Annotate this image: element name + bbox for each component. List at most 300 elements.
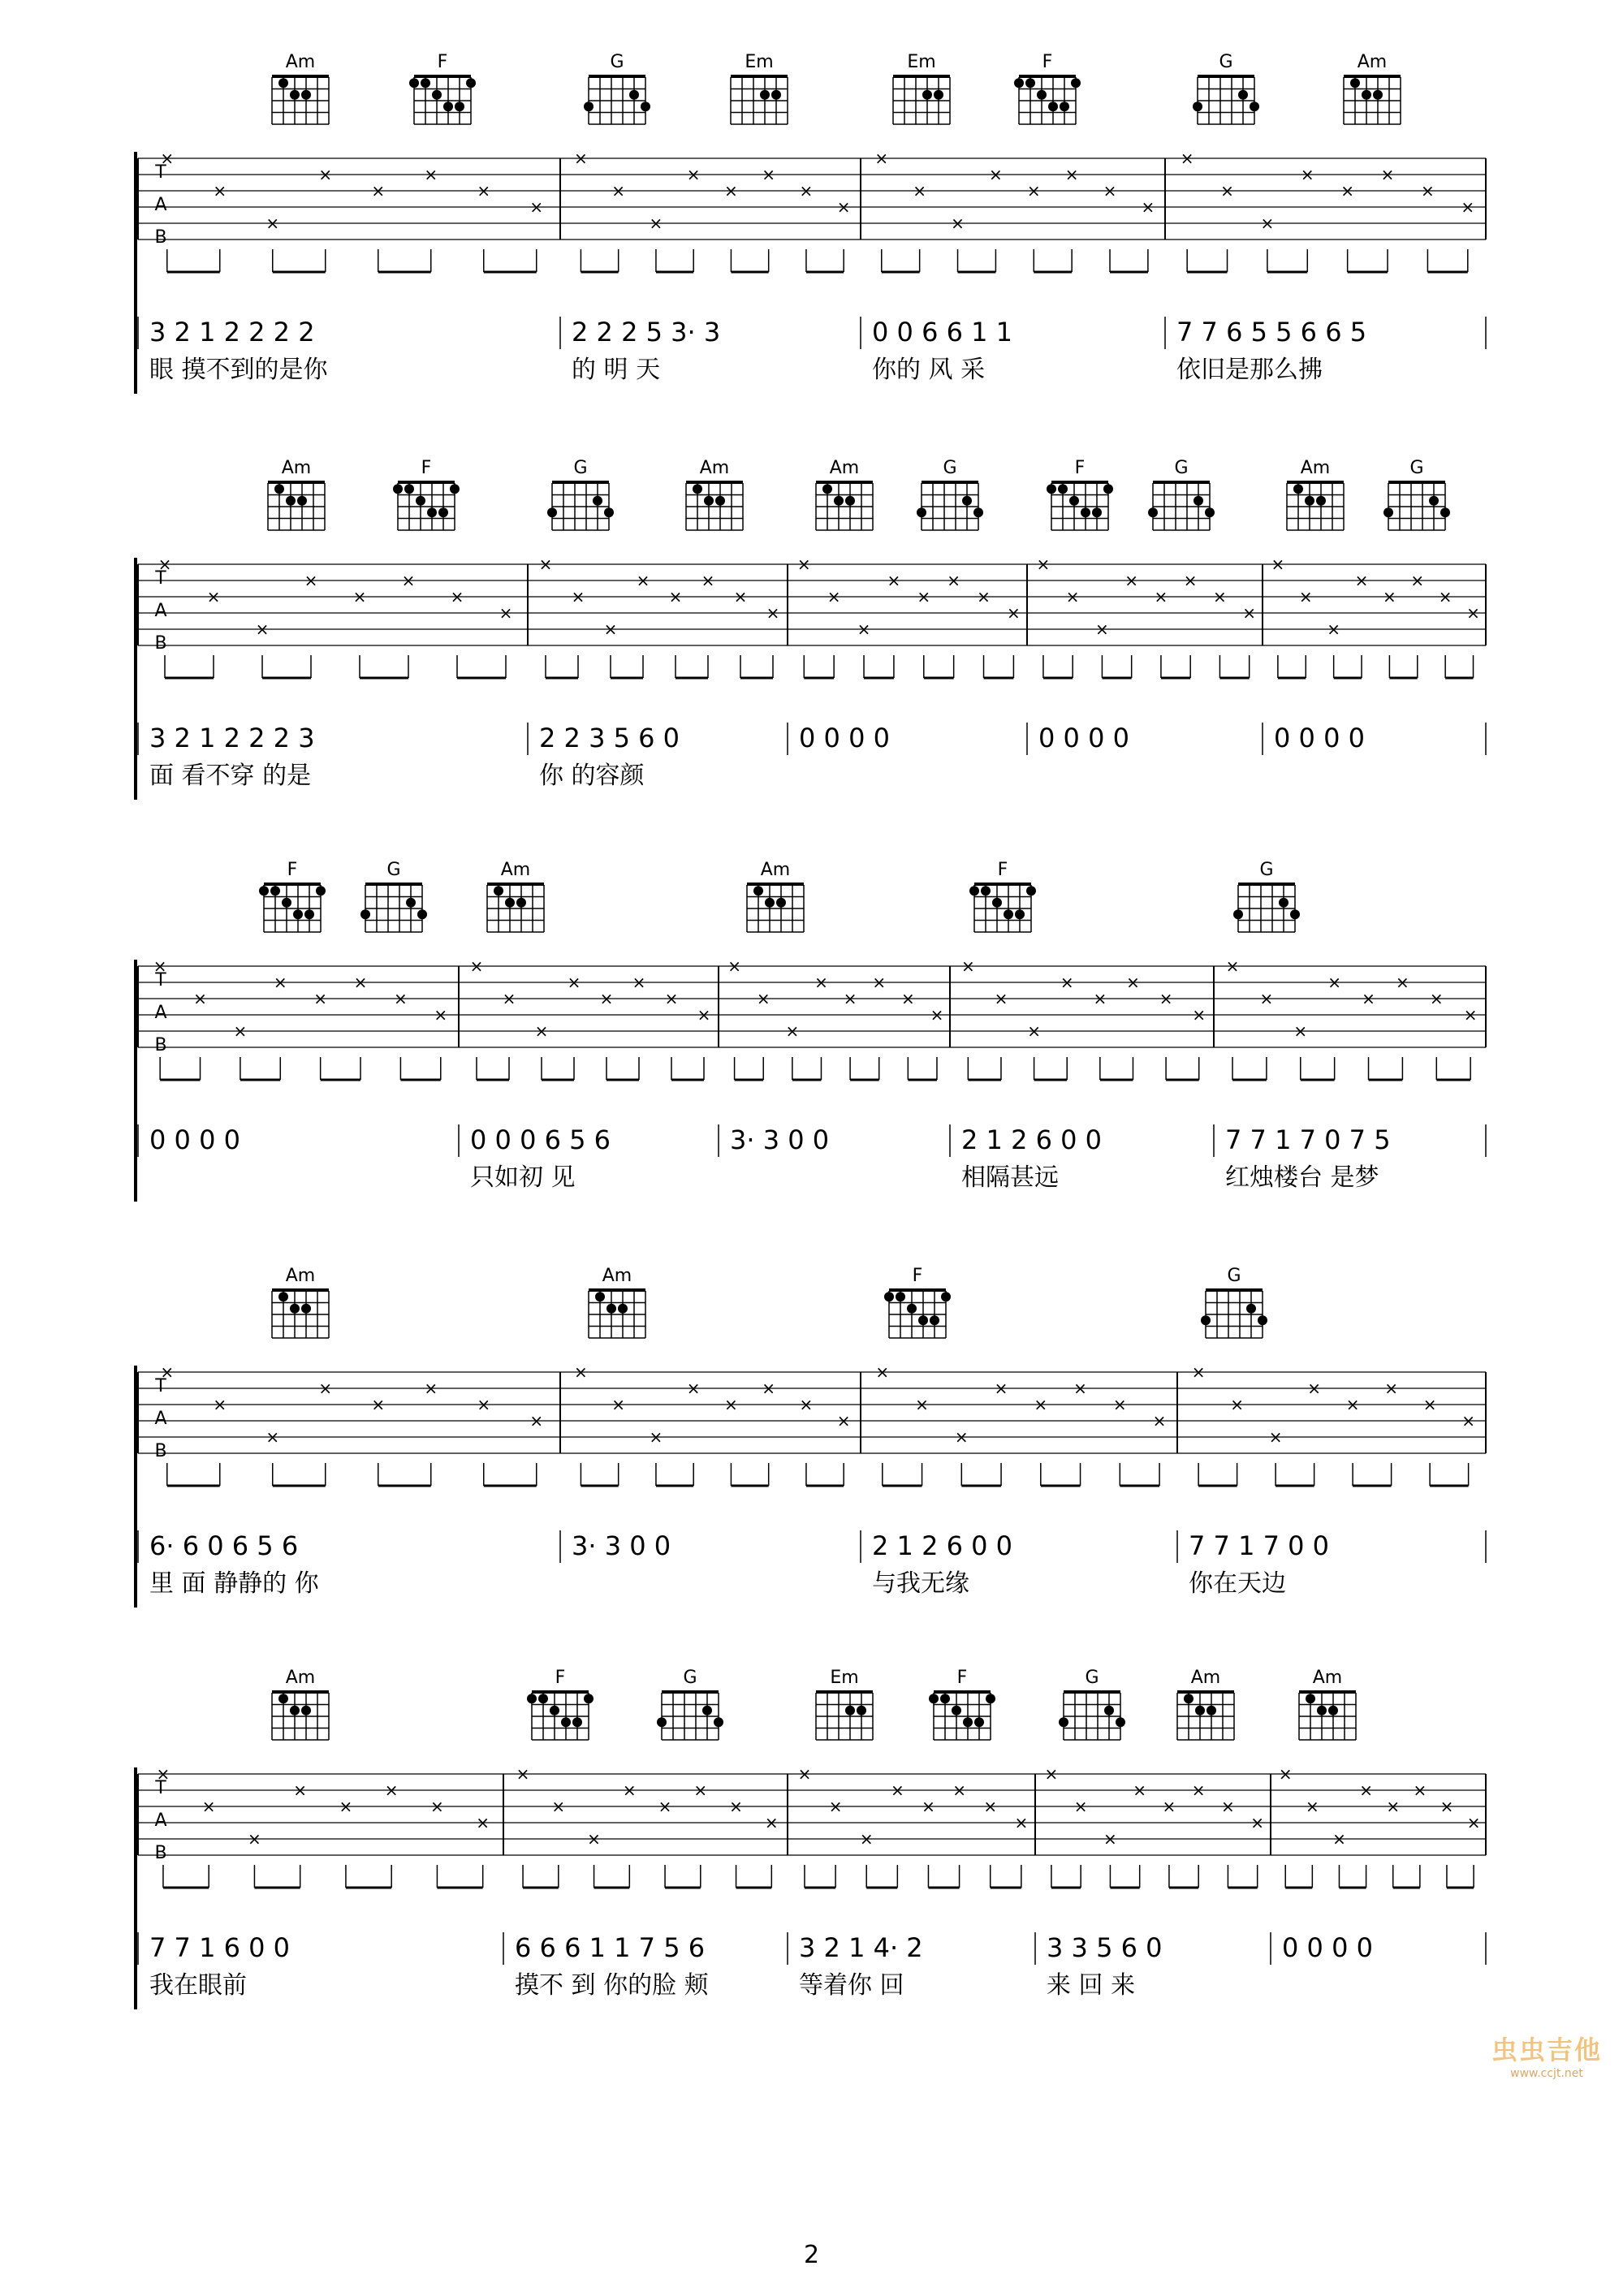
watermark-logo: 虫虫吉他 [1491,2035,1602,2065]
numbered-notation: 6 6 6 1 1 7 5 6 [515,1932,706,1963]
chord-dot [952,1706,961,1716]
tab-pick-mark: × [1126,973,1140,992]
chord-name: Am [281,458,312,478]
chord-dot [629,90,639,100]
tab-pick-mark: × [371,1395,386,1414]
chord-name: G [1219,52,1233,72]
chord-dot [918,1315,928,1325]
chord-nut [272,1288,329,1292]
chord-dot [1328,1706,1338,1716]
chord-dot [715,496,725,506]
chord-diagram [272,1668,329,1740]
tab-pick-mark: × [1384,1379,1399,1398]
numbered-notation: 3 3 5 6 0 [1047,1932,1163,1963]
numbered-notation: 7 7 1 6 0 0 [149,1932,291,1963]
chord-dot [360,909,370,919]
chord-dot [1293,484,1303,494]
chord-dot [427,507,437,517]
tab-pick-mark: × [551,1797,566,1816]
chord-nut [365,883,422,886]
chord-dot [290,1304,300,1314]
chord-dot [1026,886,1036,896]
chord-dot [1440,507,1450,517]
tab-pick-mark: × [156,1764,171,1784]
chord-dot [845,496,855,506]
tab-pick-mark: × [1159,989,1173,1008]
chord-name: G [683,1668,697,1688]
tab-pick-mark: × [304,571,318,590]
chord-diagram [969,860,1036,932]
tab-pick-mark: × [756,989,770,1008]
chord-diagram [657,1668,723,1740]
chord-dot [657,1717,667,1727]
tab-pick-mark: × [1095,619,1109,639]
chord-dot [1004,909,1013,919]
chord-dot [1194,496,1203,506]
tab-clef-t: T [155,162,166,183]
tab-pick-mark: × [952,1780,966,1800]
chord-name: Am [285,1668,316,1688]
tab-pick-mark: × [1307,1379,1322,1398]
chord-dot [940,1694,950,1703]
watermark-url: www.ccjt.net [1510,2067,1583,2080]
tab-pick-mark: × [1271,555,1285,574]
chord-diagram [686,458,743,530]
tab-pick-mark: × [538,555,553,574]
tab-pick-mark: × [571,587,585,606]
tab-pick-mark: × [1359,1780,1373,1800]
tab-pick-mark: × [158,555,172,574]
chord-nut [922,481,978,484]
tab-clef-t: T [155,970,166,990]
tab-pick-mark: × [1093,989,1107,1008]
chord-dot [704,496,714,506]
chord-nut [264,883,321,886]
chord-name: Am [1357,52,1388,72]
tab-pick-mark: × [994,989,1008,1008]
tab-clef-a: A [154,1810,167,1831]
tab-pick-mark: × [1192,1005,1206,1025]
tab-pick-mark: × [989,165,1003,184]
chord-dot [857,1706,866,1716]
tab-pick-mark: × [1103,181,1117,201]
tab-pick-mark: × [206,587,221,606]
chord-diagram [731,52,788,124]
tab-pick-mark: × [384,1780,399,1800]
tab-pick-mark: × [529,197,544,217]
chord-dot [1104,1706,1114,1716]
chord-nut [398,481,455,484]
chord-dot [421,78,430,88]
chord-name: F [912,1266,923,1286]
tab-pick-mark: × [1327,973,1342,992]
chord-dot [922,90,932,100]
chord-diagram [1047,458,1113,530]
chord-dot [1060,101,1069,111]
numbered-notation: 2 2 2 5 3· 3 [572,317,721,347]
chord-name: Em [830,1668,859,1688]
chord-nut [974,883,1031,886]
chord-diagram [884,1266,951,1338]
chord-dot [301,1304,311,1314]
chord-dot [765,898,775,908]
tab-pick-mark: × [1354,571,1369,590]
chord-dot [561,1717,571,1727]
chord-dot [409,78,419,88]
tab-pick-mark: × [1345,1395,1360,1414]
tab-pick-mark: × [1230,1395,1245,1414]
chord-name: G [943,458,957,478]
tab-pick-mark: × [1380,165,1395,184]
tab-pick-mark: × [796,555,811,574]
tab-pick-mark: × [762,1379,776,1398]
numbered-notation: 0 0 0 0 [1274,723,1365,753]
chord-nut [1051,481,1108,484]
chord-name: F [1042,52,1053,72]
tab-clef-t: T [155,1376,166,1396]
tab-pick-mark: × [843,989,857,1008]
staff-systems [136,52,1486,2009]
chord-dot [981,886,991,896]
chord-name: F [437,52,448,72]
lyric-line: 里 面 静静的 你 [149,1569,319,1598]
tab-pick-mark: × [960,956,975,976]
chord-nut [662,1690,719,1694]
tab-pick-mark: × [434,1005,448,1025]
chord-dot [1246,1304,1256,1314]
tab-pick-mark: × [1026,181,1041,201]
numbered-notation: 7 7 1 7 0 0 [1189,1530,1330,1561]
tab-clef-a: A [154,195,167,215]
chord-dot [584,1694,594,1703]
chord-dot [1184,1694,1194,1703]
tab-pick-mark: × [1191,1780,1206,1800]
chord-dot [516,898,526,908]
numbered-notation: 2 1 2 6 0 0 [961,1124,1103,1155]
tab-pick-mark: × [160,1362,175,1382]
staff-system [136,458,1486,800]
numbered-notation: 0 0 0 0 [1038,723,1129,753]
tab-pick-mark: × [1383,587,1396,606]
chord-dot [1373,90,1383,100]
chord-dot [1069,496,1079,506]
chord-diagram [1287,458,1344,530]
chord-dot [406,898,416,908]
chord-dot [450,484,460,494]
chord-name: F [421,458,432,478]
tab-clef-b: B [154,633,167,654]
tab-pick-mark: × [1413,1780,1427,1800]
chord-name: Am [1190,1668,1221,1688]
chord-nut [1153,481,1210,484]
tab-pick-mark: × [353,973,368,992]
chord-dot [304,909,314,919]
tab-pick-mark: × [994,1379,1008,1398]
chord-diagram [816,1668,873,1740]
chord-dot [572,1717,582,1727]
chord-dot [404,484,414,494]
chord-diagram [1344,52,1401,124]
chord-diagram [360,860,427,932]
tab-pick-mark: × [265,1427,280,1447]
tab-pick-mark: × [930,1005,944,1025]
tab-pick-mark: × [785,1021,800,1041]
tab-pick-mark: × [827,587,841,606]
chord-name: G [1259,860,1274,880]
tab-pick-mark: × [1124,571,1139,590]
tab-pick-mark: × [193,989,207,1008]
chord-nut [1019,75,1076,78]
chord-dot [776,898,786,908]
lyric-line: 来 回 来 [1047,1971,1136,2000]
tab-pick-mark: × [1183,571,1198,590]
numbered-notation: 7 7 1 7 0 7 5 [1225,1124,1391,1155]
chord-dot [393,484,403,494]
tab-pick-mark: × [318,165,333,184]
chord-dot [917,507,926,517]
chord-dot [1279,898,1288,908]
tab-pick-mark: × [611,1395,626,1414]
tab-pick-mark: × [401,571,416,590]
tab-pick-mark: × [649,1427,663,1447]
tab-pick-mark: × [915,1395,929,1414]
chord-dot [1250,101,1259,111]
chord-dot [290,90,300,100]
chord-dot [1350,78,1360,88]
lyric-line: 面 看不穿 的是 [149,762,312,790]
chord-dot [547,507,557,517]
chord-dot [1305,496,1314,506]
chord-dot [941,1292,951,1301]
numbered-notation: 0 0 0 0 [799,723,890,753]
chord-dot [286,496,296,506]
chord-diagram [393,458,460,530]
tab-pick-mark: × [502,989,516,1008]
tab-pick-mark: × [160,149,175,168]
tab-pick-mark: × [874,149,889,168]
tab-pick-mark: × [1429,989,1444,1008]
chord-diagram [1233,860,1300,932]
lyric-line: 依旧是那么拂 [1176,356,1323,384]
chord-dot [466,78,476,88]
tab-pick-mark: × [1103,1829,1117,1849]
chord-dot [1116,1717,1125,1727]
tab-clef-a: A [154,601,167,621]
tab-clef-a: A [154,1409,167,1429]
chord-name: G [1085,1668,1099,1688]
tab-pick-mark: × [664,989,679,1008]
tab-pick-mark: × [636,571,650,590]
chord-diagram [547,458,614,530]
chord-diagram [1177,1668,1234,1740]
chord-dot [259,886,269,896]
chord-diagram [272,52,329,124]
chord-dot [527,1694,537,1703]
tab-pick-mark: × [603,619,618,639]
chord-nut [816,1690,873,1694]
tab-pick-mark: × [1220,181,1234,201]
tab-pick-mark: × [1027,1021,1041,1041]
chord-nut [1344,75,1401,78]
tab-pick-mark: × [828,1797,843,1816]
tab-pick-mark: × [797,1764,812,1784]
chord-dot [1092,507,1102,517]
tab-pick-mark: × [1259,989,1274,1008]
numbered-notation: 3· 3 0 0 [730,1124,830,1155]
chord-diagram [1383,458,1450,530]
chord-dot [974,1717,984,1727]
tab-pick-mark: × [887,571,901,590]
chord-dot [962,496,972,506]
chord-nut [1287,481,1344,484]
chord-dot [934,90,943,100]
chord-dot [845,1706,855,1716]
chord-diagram [584,52,650,124]
tab-pick-mark: × [1154,587,1168,606]
chord-diagram [268,458,325,530]
chord-diagram [816,458,873,530]
numbered-notation: 3 2 1 4· 2 [799,1932,923,1963]
chord-dot [1258,1315,1267,1325]
chord-dot [297,496,307,506]
numbered-notation: 3 2 1 2 2 2 3 [149,723,315,753]
tab-pick-mark: × [248,1829,261,1849]
tab-pick-mark: × [1305,1797,1319,1816]
chord-name: F [1074,458,1086,478]
chord-dot [641,101,650,111]
tab-pick-mark: × [1422,1395,1437,1414]
tab-pick-mark: × [477,1395,491,1414]
tab-clef-t: T [155,568,166,589]
tab-pick-mark: × [766,603,780,623]
numbered-notation: 3 2 1 2 2 2 2 [149,317,315,347]
tab-pick-mark: × [1065,587,1080,606]
chord-name: Em [907,52,936,72]
tab-pick-mark: × [1421,181,1435,201]
chord-name: Am [602,1266,632,1286]
chord-dot [753,886,763,896]
chord-dot [693,484,702,494]
tab-pick-mark: × [977,587,991,606]
tab-pick-mark: × [1362,989,1375,1008]
chord-dot [1148,507,1158,517]
chord-dot [604,507,614,517]
chord-dot [1195,1706,1205,1716]
tab-pick-mark: × [1410,571,1425,590]
tab-pick-mark: × [1278,1764,1293,1784]
tab-pick-mark: × [622,1780,637,1800]
numbered-notation: 0 0 6 6 1 1 [872,317,1013,347]
chord-dot [992,898,1002,908]
chord-dot [1047,484,1056,494]
tab-pick-mark: × [1340,181,1355,201]
lyric-line: 你在天边 [1189,1569,1286,1598]
chord-name: G [573,458,588,478]
chord-dot [494,886,503,896]
chord-dot [1037,90,1047,100]
chord-dot [963,1717,973,1727]
chord-dot [822,484,832,494]
tab-pick-mark: × [724,1395,738,1414]
tab-pick-mark: × [1225,956,1240,976]
tab-pick-mark: × [954,1427,969,1447]
tab-pick-mark: × [1327,619,1341,639]
chord-nut [1064,1690,1120,1694]
tab-pick-mark: × [1064,165,1079,184]
chord-diagram [1148,458,1215,530]
page-number: 2 [803,2241,820,2269]
tab-pick-mark: × [1300,165,1314,184]
tab-pick-mark: × [477,181,491,201]
tab-pick-mark: × [1293,1021,1308,1041]
tab-pick-mark: × [599,989,614,1008]
tab-pick-mark: × [983,1797,998,1816]
tab-pick-mark: × [534,1021,549,1041]
chord-dot [1317,1706,1327,1716]
chord-dot [606,1304,616,1314]
tab-pick-mark: × [799,181,814,201]
tab-clef-a: A [154,1003,167,1023]
chord-nut [589,1288,645,1292]
tab-pick-mark: × [587,1829,601,1849]
chord-dot [986,1694,995,1703]
tab-pick-mark: × [1461,197,1475,217]
tab-pick-mark: × [153,956,167,976]
chord-dot [969,886,979,896]
chord-dot [290,1706,300,1716]
chord-diagram [1193,52,1259,124]
numbered-notation: 0 0 0 0 [149,1124,240,1155]
numbered-notation: 0 0 0 6 5 6 [470,1124,611,1155]
lyric-line: 摸不 到 你的脸 颊 [515,1971,709,2000]
tab-pick-mark: × [875,1362,890,1382]
lyric-line: 相隔甚远 [961,1163,1059,1192]
chord-dot [550,1706,559,1716]
tab-pick-mark: × [729,1797,743,1816]
chord-name: Em [745,52,774,72]
chord-dot [538,1694,548,1703]
tab-pick-mark: × [273,973,287,992]
lyric-line: 红烛楼台 是梦 [1225,1163,1379,1192]
tab-pick-mark: × [922,1797,935,1816]
staff-system [136,52,1486,394]
tab-pick-mark: × [1073,1379,1087,1398]
tab-pick-mark: × [686,1379,701,1398]
numbered-notation: 2 2 3 5 6 0 [539,723,680,753]
chord-nut [731,75,788,78]
chord-nut [1299,1690,1356,1694]
chord-nut [268,481,325,484]
tab-pick-mark: × [469,956,484,976]
chord-diagram [409,52,476,124]
chord-dot [593,496,602,506]
tab-pick-mark: × [1180,149,1194,168]
tab-pick-mark: × [1073,1797,1088,1816]
tab-pick-mark: × [1466,603,1480,623]
chord-name: Am [285,1266,316,1286]
chord-name: G [1174,458,1189,478]
tab-pick-mark: × [668,587,683,606]
tab-pick-mark: × [1133,1780,1147,1800]
tab-clef-b: B [154,1035,167,1055]
chord-name: F [997,860,1008,880]
tab-pick-mark: × [1268,1427,1283,1447]
chord-name: G [1227,1266,1241,1286]
chord-nut [1177,1690,1234,1694]
chord-name: Am [760,860,791,880]
chord-dot [771,90,781,100]
lyric-line: 你的 风 采 [872,356,986,384]
